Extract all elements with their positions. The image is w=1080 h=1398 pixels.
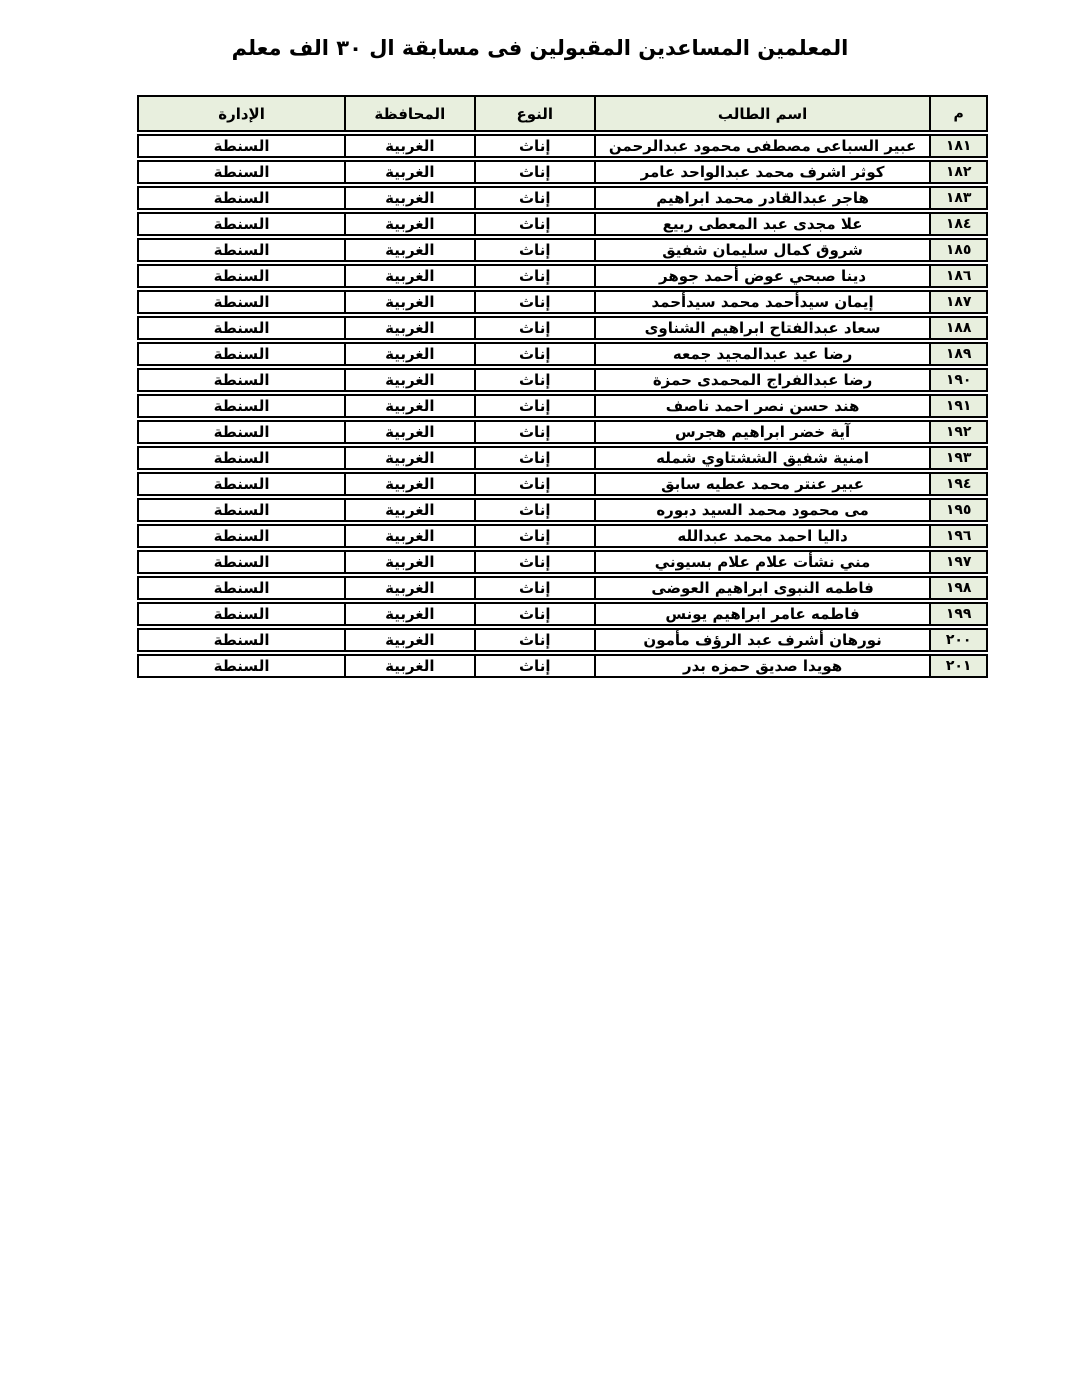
cell-administration: السنطة — [213, 449, 270, 467]
cell-number: ٢٠١ — [929, 656, 986, 676]
cell-governorate: الغربية — [344, 630, 474, 650]
header-student-name: اسم الطالب — [594, 97, 929, 130]
cell-governorate: الغربية — [344, 656, 474, 676]
cell-gender: إناث — [474, 422, 594, 442]
cell-student-name: سعاد عبدالفتاح ابراهيم الشناوى — [594, 318, 929, 338]
cell-administration: السنطة — [213, 631, 270, 649]
table-row — [137, 134, 988, 158]
table-row — [137, 160, 988, 184]
header-number: م — [929, 97, 986, 130]
cell-student-name: دينا صبحي عوض أحمد جوهر — [594, 266, 929, 286]
cell-gender: إناث — [474, 240, 594, 260]
cell-administration: السنطة — [213, 657, 270, 675]
cell-gender: إناث — [474, 214, 594, 234]
cell-gender: إناث — [474, 344, 594, 364]
cell-governorate: الغربية — [344, 240, 474, 260]
cell-governorate: الغربية — [344, 604, 474, 624]
table-row — [137, 498, 988, 522]
table-row — [137, 342, 988, 366]
cell-gender: إناث — [474, 318, 594, 338]
cell-number: ١٩٤ — [929, 474, 986, 494]
cell-student-name: امنية شفيق الششتاوي شمله — [594, 448, 929, 468]
table-row — [137, 628, 988, 652]
table-row — [137, 446, 988, 470]
cell-number: ١٨٩ — [929, 344, 986, 364]
cell-governorate: الغربية — [344, 370, 474, 390]
cell-number: ١٨٦ — [929, 266, 986, 286]
cell-administration: السنطة — [213, 319, 270, 337]
cell-administration: السنطة — [213, 345, 270, 363]
cell-administration: السنطة — [213, 267, 270, 285]
cell-administration: السنطة — [213, 397, 270, 415]
cell-administration: السنطة — [213, 527, 270, 545]
cell-gender: إناث — [474, 474, 594, 494]
cell-number: ١٩٩ — [929, 604, 986, 624]
cell-gender: إناث — [474, 266, 594, 286]
cell-student-name: هند حسن نصر احمد ناصف — [594, 396, 929, 416]
cell-governorate: الغربية — [344, 344, 474, 364]
table-row — [137, 238, 988, 262]
cell-number: ١٨٢ — [929, 162, 986, 182]
cell-administration: السنطة — [213, 189, 270, 207]
cell-governorate: الغربية — [344, 578, 474, 598]
cell-student-name: إيمان سيدأحمد محمد سيدأحمد — [594, 292, 929, 312]
cell-number: ١٨٥ — [929, 240, 986, 260]
cell-student-name: مى محمود محمد السيد دبوره — [594, 500, 929, 520]
table-row — [137, 368, 988, 392]
cell-administration: السنطة — [213, 371, 270, 389]
table-row — [137, 316, 988, 340]
cell-student-name: رضا عبدالفراج المحمدى حمزة — [594, 370, 929, 390]
cell-number: ١٩٠ — [929, 370, 986, 390]
table-row — [137, 524, 988, 548]
cell-governorate: الغربية — [344, 214, 474, 234]
cell-gender: إناث — [474, 526, 594, 546]
cell-student-name: هويدا صديق حمزه بدر — [594, 656, 929, 676]
cell-gender: إناث — [474, 292, 594, 312]
header-governorate: المحافظة — [344, 97, 474, 130]
table-row — [137, 550, 988, 574]
teachers-table — [137, 95, 988, 680]
table-row — [137, 394, 988, 418]
cell-administration: السنطة — [213, 605, 270, 623]
cell-governorate: الغربية — [344, 422, 474, 442]
table-row — [137, 212, 988, 236]
cell-gender: إناث — [474, 578, 594, 598]
cell-governorate: الغربية — [344, 266, 474, 286]
cell-administration: السنطة — [213, 137, 270, 155]
cell-student-name: كوثر اشرف محمد عبدالواحد عامر — [594, 162, 929, 182]
cell-number: ١٩١ — [929, 396, 986, 416]
cell-number: ١٨٨ — [929, 318, 986, 338]
cell-student-name: آية خضر ابراهيم هجرس — [594, 422, 929, 442]
table-row — [137, 186, 988, 210]
cell-number: ١٩٦ — [929, 526, 986, 546]
cell-student-name: شروق كمال سليمان شفيق — [594, 240, 929, 260]
cell-number: ١٩٣ — [929, 448, 986, 468]
cell-administration: السنطة — [213, 475, 270, 493]
cell-administration: السنطة — [213, 163, 270, 181]
cell-governorate: الغربية — [344, 136, 474, 156]
cell-number: ١٩٨ — [929, 578, 986, 598]
header-gender: النوع — [474, 97, 594, 130]
cell-administration: السنطة — [213, 553, 270, 571]
cell-gender: إناث — [474, 396, 594, 416]
cell-governorate: الغربية — [344, 448, 474, 468]
table-row — [137, 654, 988, 678]
cell-number: ١٩٧ — [929, 552, 986, 572]
table-row — [137, 576, 988, 600]
cell-number: ١٨٤ — [929, 214, 986, 234]
cell-gender: إناث — [474, 500, 594, 520]
cell-gender: إناث — [474, 370, 594, 390]
cell-number: ١٨٣ — [929, 188, 986, 208]
cell-governorate: الغربية — [344, 396, 474, 416]
table-row — [137, 472, 988, 496]
cell-student-name: هاجر عبدالقادر محمد ابراهيم — [594, 188, 929, 208]
cell-governorate: الغربية — [344, 188, 474, 208]
cell-gender: إناث — [474, 604, 594, 624]
page-title: المعلمين المساعدين المقبولين فى مسابقة ال ٣٠ الف معلم — [231, 36, 849, 60]
table-row — [137, 290, 988, 314]
cell-governorate: الغربية — [344, 552, 474, 572]
cell-gender: إناث — [474, 188, 594, 208]
cell-administration: السنطة — [213, 241, 270, 259]
cell-number: ١٩٢ — [929, 422, 986, 442]
header-administration: الإدارة — [218, 104, 265, 123]
cell-governorate: الغربية — [344, 318, 474, 338]
cell-number: ١٨١ — [929, 136, 986, 156]
cell-administration: السنطة — [213, 579, 270, 597]
cell-student-name: عبير عنتر محمد عطيه سابق — [594, 474, 929, 494]
table-row — [137, 420, 988, 444]
cell-gender: إناث — [474, 136, 594, 156]
cell-governorate: الغربية — [344, 526, 474, 546]
cell-administration: السنطة — [213, 423, 270, 441]
cell-gender: إناث — [474, 656, 594, 676]
table-row — [137, 602, 988, 626]
cell-administration: السنطة — [213, 293, 270, 311]
cell-number: ٢٠٠ — [929, 630, 986, 650]
cell-student-name: رضا عيد عبدالمجيد جمعه — [594, 344, 929, 364]
cell-gender: إناث — [474, 552, 594, 572]
cell-administration: السنطة — [213, 501, 270, 519]
table-header-row — [137, 95, 988, 132]
cell-gender: إناث — [474, 630, 594, 650]
cell-governorate: الغربية — [344, 474, 474, 494]
cell-student-name: عبير السباعى مصطفى محمود عبدالرحمن — [594, 136, 929, 156]
cell-student-name: نورهان أشرف عبد الرؤف مأمون — [594, 630, 929, 650]
cell-number: ١٩٥ — [929, 500, 986, 520]
cell-governorate: الغربية — [344, 500, 474, 520]
cell-student-name: فاطمه النبوى ابراهيم العوضى — [594, 578, 929, 598]
cell-administration: السنطة — [213, 215, 270, 233]
cell-number: ١٨٧ — [929, 292, 986, 312]
cell-student-name: مني نشأت علام علام بسيوني — [594, 552, 929, 572]
table-row — [137, 264, 988, 288]
cell-student-name: علا مجدى عبد المعطى ربيع — [594, 214, 929, 234]
cell-student-name: فاطمه عامر ابراهيم يونس — [594, 604, 929, 624]
cell-gender: إناث — [474, 162, 594, 182]
cell-student-name: داليا احمد محمد عبدالله — [594, 526, 929, 546]
table-body — [137, 134, 988, 678]
cell-gender: إناث — [474, 448, 594, 468]
cell-governorate: الغربية — [344, 292, 474, 312]
cell-governorate: الغربية — [344, 162, 474, 182]
